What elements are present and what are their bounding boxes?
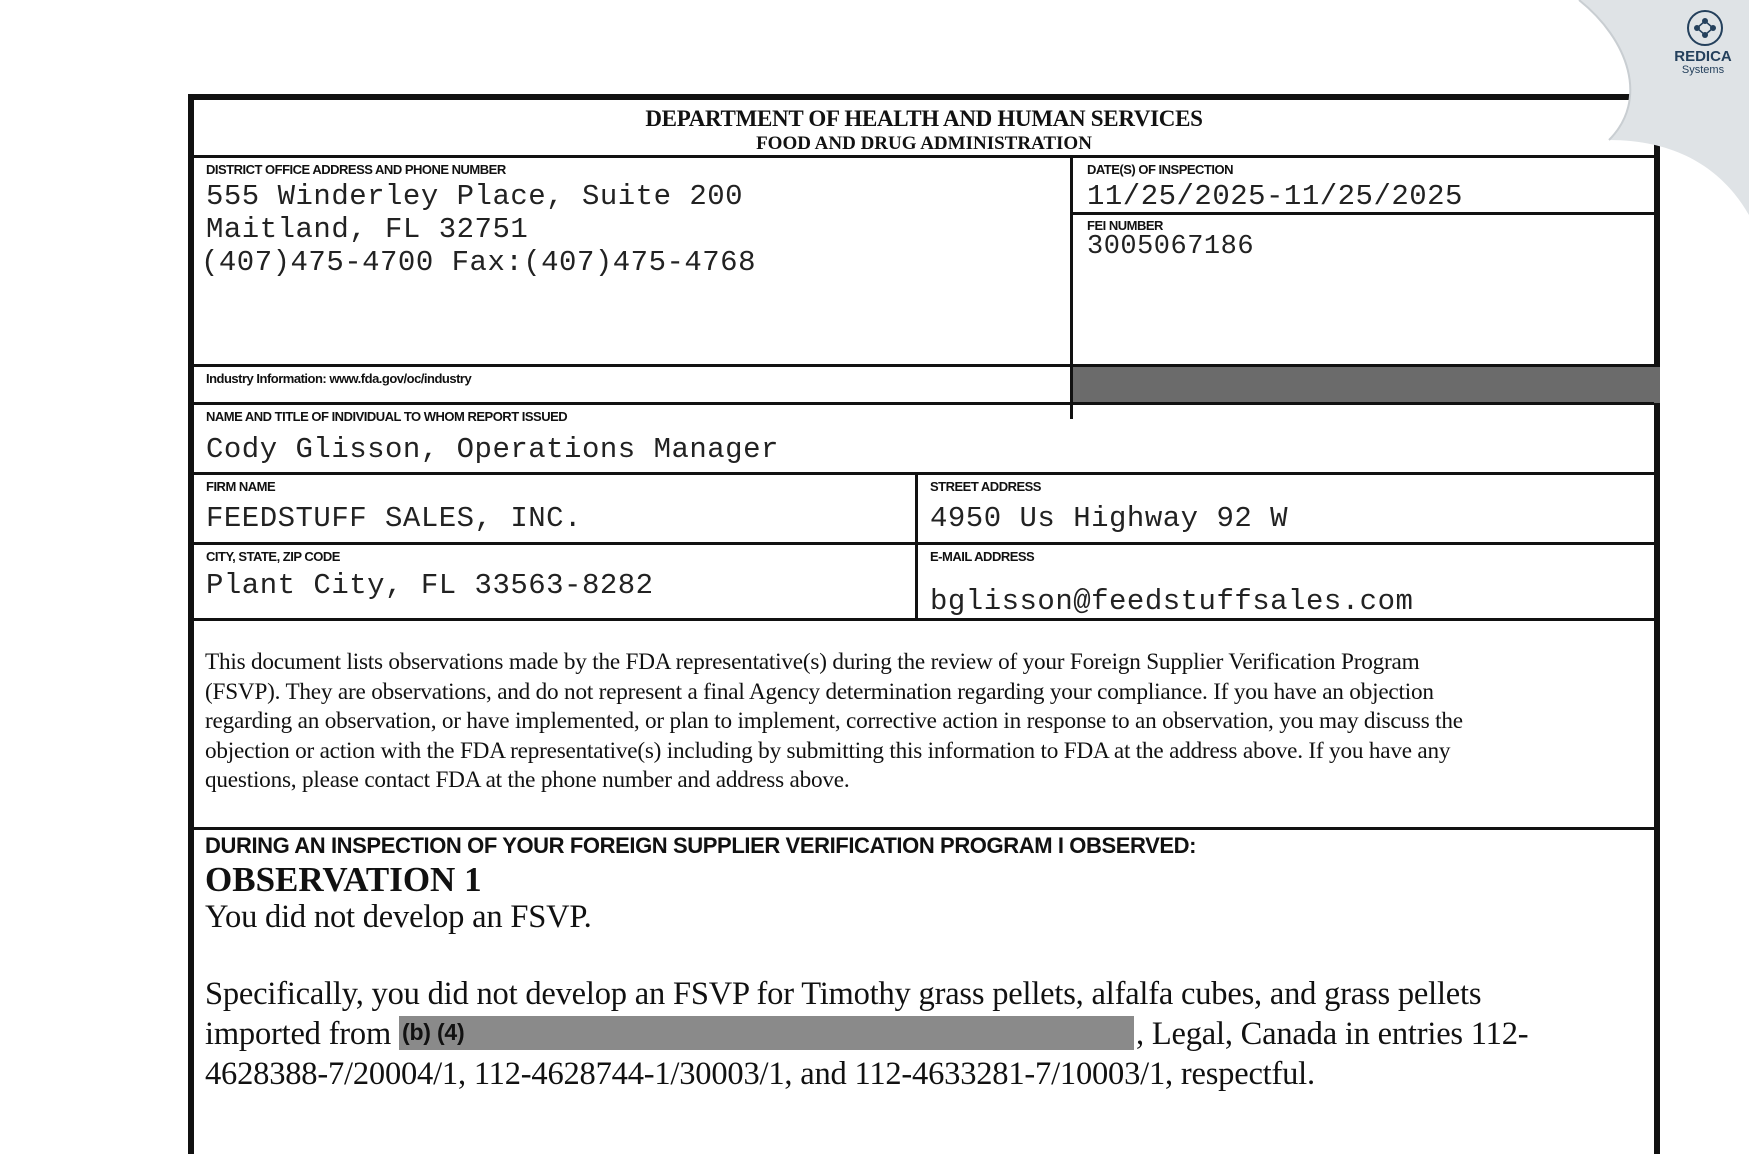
district-address-line2: Maitland, FL 32751 [206,213,529,246]
divider [194,542,1654,545]
shaded-cell [1073,367,1660,403]
notice-line: questions, please contact FDA at the phone number and address above. [205,767,850,793]
divider [194,827,1654,830]
observation-detail-text: , Legal, Canada in entries 112- [1135,1016,1529,1052]
district-address-line1: 555 Winderley Place, Suite 200 [206,180,744,213]
observation-detail-line: 4628388-7/20004/1, 112-4628744-1/30003/1, and 112-4633281-7/10003/1, respectful. [205,1056,1315,1092]
fei-label: FEI NUMBER [1087,218,1163,233]
industry-info: Industry Information: www.fda.gov/oc/industry [206,371,472,386]
street-label: STREET ADDRESS [930,479,1041,494]
street-value: 4950 Us Highway 92 W [930,502,1289,535]
district-label: DISTRICT OFFICE ADDRESS AND PHONE NUMBER [206,162,506,177]
divider [194,618,1654,621]
observations-heading: DURING AN INSPECTION OF YOUR FOREIGN SUPPLIER VERIFICATION PROGRAM I OBSERVED: [205,833,1197,858]
divider [915,472,918,618]
fei-value: 3005067186 [1087,232,1255,262]
inspection-dates-value: 11/25/2025-11/25/2025 [1087,180,1463,213]
notice-line: This document lists observations made by the FDA representative(s) during the review of your Foreign Supplier Verification Program [205,649,1420,675]
recipient-value: Cody Glisson, Operations Manager [206,433,779,466]
city-value: Plant City, FL 33563-8282 [206,569,654,602]
notice-paragraph [205,648,1645,796]
city-label: CITY, STATE, ZIP CODE [206,549,340,564]
department-heading: DEPARTMENT OF HEALTH AND HUMAN SERVICES [645,106,1203,131]
divider [194,155,1654,158]
notice-line: objection or action with the FDA representative(s) including by submitting this information to FDA at the address above. If you have any [205,737,1451,764]
observation-detail-line: Specifically, you did not develop an FSVP for Timothy grass pellets, alfalfa cubes, and grass pellets [205,976,1482,1012]
redaction-box [399,1016,1134,1050]
observation-summary: You did not develop an FSVP. [205,899,592,935]
divider [194,402,1654,405]
observation-detail-text: imported from [205,1016,392,1052]
email-value: bglisson@feedstuffsales.com [930,585,1414,618]
firm-value: FEEDSTUFF SALES, INC. [206,502,582,535]
watermark-brand: REDICA [1674,48,1732,65]
inspection-dates-label: DATE(S) OF INSPECTION [1087,162,1233,177]
observation-detail-line [205,1016,1528,1053]
observation-title: OBSERVATION 1 [205,860,482,899]
divider [194,472,1654,475]
notice-line: (FSVP). They are observations, and do not represent a final Agency determination regarding your compliance. If you have an objection [205,678,1434,705]
email-label: E-MAIL ADDRESS [930,549,1035,564]
firm-label: FIRM NAME [206,479,276,494]
district-phone: (407)475-4700 Fax:(407)475-4768 [201,246,756,279]
redaction-label: (b) (4) [401,1019,465,1045]
watermark-sub: Systems [1681,64,1725,76]
notice-line: regarding an observation, or have implemented, or plan to implement, corrective action in response to an observation, you may discuss the [205,708,1463,734]
fda-483-form [188,94,1660,1154]
redica-logo-icon [1685,8,1725,48]
recipient-label: NAME AND TITLE OF INDIVIDUAL TO WHOM REPORT ISSUED [206,409,568,424]
agency-heading: FOOD AND DRUG ADMINISTRATION [756,133,1092,154]
